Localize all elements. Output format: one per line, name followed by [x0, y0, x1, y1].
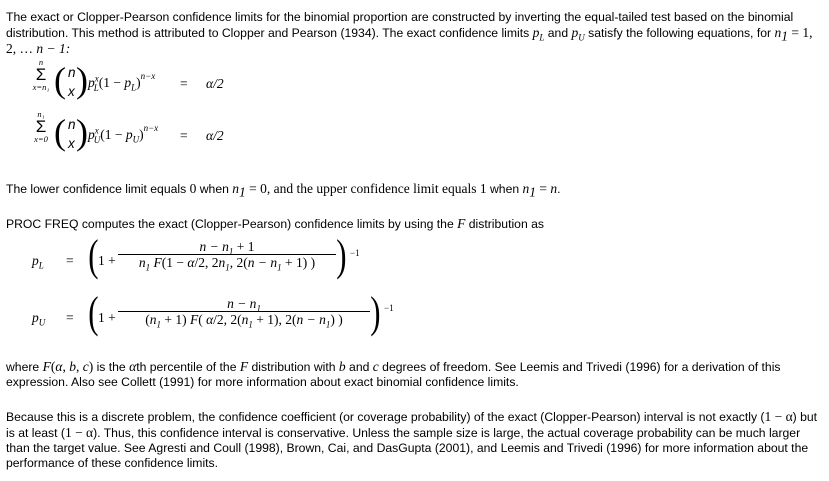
- paragraph-discrete: Because this is a discrete problem, the confidence coefficient (or coverage probability) of the exact (Clopper-Pearson) interval is not exactly (1 − α) but is at least (1 − α). Thus, this confidence interval is conservative. Unless the sample size is large, the actual coverage probability can be much larger than the target value. See Agresti and Coull (1998), Brown, Cai, and DasGupta (2001), and Leemis and Trivedi (1996) for more information about the performance of these confidence limits.: [6, 409, 818, 470]
- paragraph-proc-freq: PROC FREQ computes the exact (Clopper-Pearson) confidence limits by using the F distribution as: [6, 216, 544, 231]
- paragraph-where: where F(α, b, c) is the αth percentile of the F distribution with b and c degrees of freedom. See Leemis and Trivedi (1996) for a derivation of this expression. Also see Collett (1991) for more information about exact binomial confidence limits.: [6, 359, 781, 389]
- paragraph-limits: The lower confidence limit equals 0 when $n_1 = 0$, and the upper confidence limit equals 1 when $n_1 = n$.: [6, 181, 561, 200]
- paragraph-intro: The exact or Clopper-Pearson confidence limits for the binomial proportion are constructed by inverting the equal-tailed test based on the binomial distribution. This method is attributed to Clopper and Pearson (1934). The exact confidence limits $p_L$ and $p_U$ satisfy the following equations, for $n_1 = 1$, 2, … n − 1:: [6, 10, 813, 56]
